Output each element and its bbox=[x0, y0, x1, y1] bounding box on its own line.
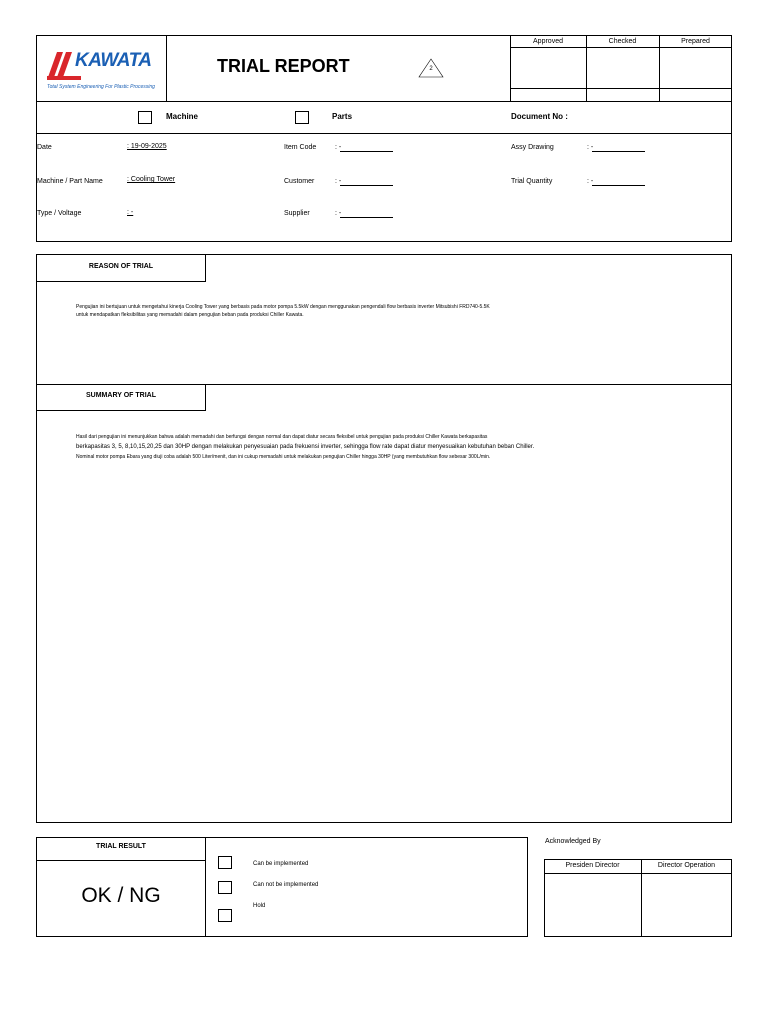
reason-line-1: Pengujian ini bertujuan untuk mengetahui kinerja Cooling Tower yang berbasis pada motor pompa 5.5kW dengan menggunakan pengendali flow berbasis inverter Mitsubishi FRD740-5.5K bbox=[76, 304, 490, 310]
date-value[interactable]: : 19-09-2025 bbox=[127, 143, 167, 150]
approval-footer-line bbox=[510, 88, 732, 89]
hold-label: Hold bbox=[253, 903, 266, 909]
type-voltage-label: Type / Voltage bbox=[37, 210, 82, 217]
can-not-be-implemented-label: Can not be implemented bbox=[253, 882, 319, 888]
logo-tagline: Total System Engineering For Plastic Processing bbox=[47, 84, 155, 90]
trial-result-value: OK / NG bbox=[81, 884, 161, 907]
header-divider-logo bbox=[166, 35, 167, 102]
item-code-value[interactable]: : - bbox=[335, 144, 342, 151]
machine-label: Machine bbox=[166, 112, 199, 121]
trial-quantity-label: Trial Quantity bbox=[511, 178, 553, 185]
page-title: TRIAL REPORT bbox=[217, 56, 350, 76]
trial-result-heading-line bbox=[36, 860, 206, 861]
machine-part-value[interactable]: : Cooling Tower bbox=[127, 176, 176, 183]
acknowledged-header-line bbox=[544, 873, 732, 874]
acknowledged-col-divider bbox=[641, 859, 642, 937]
assy-drawing-underline bbox=[592, 151, 645, 152]
supplier-value[interactable]: : - bbox=[335, 210, 342, 217]
acknowledged-frame bbox=[544, 859, 732, 937]
approval-header-line bbox=[510, 47, 732, 48]
presiden-director-label: Presiden Director bbox=[565, 862, 620, 869]
trial-body-frame bbox=[36, 254, 732, 823]
document-no-label: Document No : bbox=[511, 112, 568, 121]
summary-line-3: Nominal motor pompa Ebara yang diuji coba adalah 500 Liter/menit, dan ini cukup memadahi untuk melakukan pengujian Chiller hingga 30HP (yang membutuhkan flow sebesar 300L/min. bbox=[76, 454, 491, 460]
trial-quantity-underline bbox=[592, 185, 645, 186]
summary-text bbox=[76, 432, 534, 462]
type-row-divider bbox=[36, 133, 732, 134]
supplier-underline bbox=[340, 217, 393, 218]
acknowledged-label: Acknowledged By bbox=[545, 838, 601, 845]
can-be-implemented-label: Can be implemented bbox=[253, 861, 309, 867]
item-code-underline bbox=[340, 151, 393, 152]
machine-checkbox[interactable] bbox=[138, 111, 152, 124]
customer-label: Customer bbox=[284, 178, 315, 185]
item-code-label: Item Code bbox=[284, 144, 317, 151]
director-operation-label: Director Operation bbox=[657, 862, 716, 869]
logo-text: KAWATA bbox=[75, 50, 152, 71]
assy-drawing-value[interactable]: : - bbox=[587, 144, 594, 151]
prepared-label: Prepared bbox=[681, 38, 710, 45]
date-label: Date bbox=[37, 144, 52, 151]
parts-label: Parts bbox=[332, 112, 353, 121]
assy-drawing-label: Assy Drawing bbox=[511, 144, 554, 151]
machine-part-label: Machine / Part Name bbox=[37, 178, 103, 185]
header-divider-approval bbox=[510, 35, 511, 102]
supplier-label: Supplier bbox=[284, 210, 310, 217]
company-logo bbox=[45, 50, 155, 92]
summary-line-2: berkapasitas 3, 5, 8,10,15,20,25 dan 30HP dengan melakukan penyesuaian pada frekuensi inverter, sehingga flow rate dapat diatur menyesuaikan kebutuhan beban Chiller. bbox=[76, 444, 535, 450]
trial-result-heading: TRIAL RESULT bbox=[96, 843, 146, 850]
customer-value[interactable]: : - bbox=[335, 178, 342, 185]
customer-underline bbox=[340, 185, 393, 186]
trial-quantity-value[interactable]: : - bbox=[587, 178, 594, 185]
parts-checkbox[interactable] bbox=[295, 111, 309, 124]
summary-line-1: Hasil dari pengujian ini menunjukkan bahwa adalah memadahi dan berfungsi dengan normal dan dapat diatur secara fleksibel untuk pengujian pada produksi Chiller Kawata berkapasitas bbox=[76, 434, 488, 440]
reason-line-2: untuk mendapatkan fleksibilitas yang memadahi dalam pengujian beban pada produksi Chiller Kawata. bbox=[76, 312, 304, 318]
checked-label: Checked bbox=[608, 38, 637, 45]
reason-heading: REASON OF TRIAL bbox=[88, 263, 154, 270]
approval-col-line-1 bbox=[586, 35, 587, 102]
summary-heading: SUMMARY OF TRIAL bbox=[86, 392, 156, 399]
type-voltage-value[interactable]: : - bbox=[127, 209, 134, 216]
hold-checkbox[interactable] bbox=[218, 909, 232, 922]
approved-label: Approved bbox=[533, 38, 563, 45]
reason-text bbox=[76, 303, 490, 319]
revision-marker bbox=[418, 58, 444, 78]
approval-col-line-2 bbox=[659, 35, 660, 102]
revision-number: 2 bbox=[429, 66, 433, 72]
can-not-be-implemented-checkbox[interactable] bbox=[218, 881, 232, 894]
can-be-implemented-checkbox[interactable] bbox=[218, 856, 232, 869]
